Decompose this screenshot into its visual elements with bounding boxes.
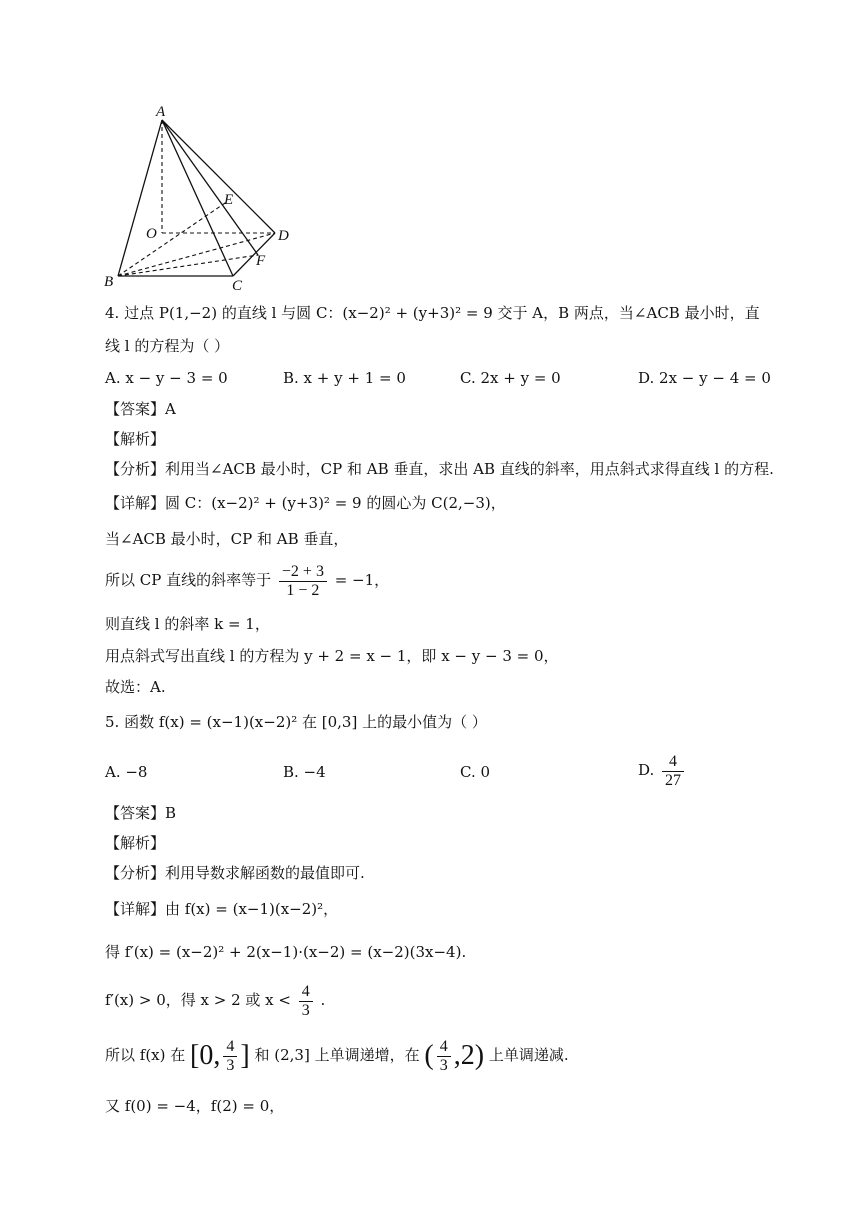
q4-step2-prefix: 所以 CP 直线的斜率等于 [105, 571, 272, 589]
fraction-numerator: −2 + 3 [279, 563, 327, 582]
edge-AD [162, 120, 275, 233]
fraction-denominator: 3 [439, 1056, 448, 1074]
q5-step2-suffix: . [320, 991, 326, 1009]
q5-analysis-title: 【解析】 [105, 834, 166, 852]
label-E: E [224, 192, 234, 208]
interval-right-bracket: ] [240, 1040, 250, 1071]
q4-step2 [105, 560, 389, 600]
q4-option-a: A. x − y − 3 = 0 [105, 369, 228, 387]
fraction-denominator: 1 − 2 [286, 581, 320, 599]
q5-step3 [105, 1032, 569, 1079]
q5-step2-fraction [299, 983, 313, 1020]
q4-option-c: C. 2x + y = 0 [460, 369, 561, 387]
q5-stem: 5. 函数 f(x) = (x−1)(x−2)² 在 [0,3] 上的最小值为（ ） [105, 713, 487, 731]
edge-BD [118, 233, 275, 276]
q5-xiangjie: 【详解】由 f(x) = (x−1)(x−2)²， [105, 900, 339, 918]
q4-stem-line1: 4. 过点 P(1,−2) 的直线 l 与圆 C：(x−2)² + (y+3)² = 9 交于 A，B 两点，当∠ACB 最小时，直 [105, 304, 760, 322]
fraction-numerator: 4 [223, 1038, 237, 1057]
interval-left-bracket: [0, [190, 1040, 221, 1071]
fraction-numerator: 4 [299, 983, 313, 1002]
q5-step3-fraction-1 [223, 1038, 237, 1075]
q4-option-d: D. 2x − y − 4 = 0 [638, 369, 771, 387]
interval-left-paren: ( [424, 1040, 434, 1071]
interval-right-paren: ,2) [453, 1040, 485, 1071]
edge-AB [118, 120, 162, 276]
q4-xiangjie: 【详解】圆 C：(x−2)² + (y+3)² = 9 的圆心为 C(2,−3)， [105, 494, 506, 512]
label-A: A [156, 104, 166, 120]
q5-step3-fraction-2 [437, 1038, 451, 1075]
edge-BF [118, 255, 258, 276]
q5-step3-a: 所以 f(x) 在 [105, 1046, 186, 1064]
q5-step3-b: 和 (2,3] 上单调递增，在 [254, 1046, 420, 1064]
q4-fenxi: 【分析】利用当∠ACB 最小时，CP 和 AB 垂直，求出 AB 直线的斜率，用点斜式求得直线 l 的方程. [105, 460, 774, 478]
q4-step2-fraction [279, 563, 327, 600]
q4-step2-suffix: = −1， [334, 571, 390, 589]
label-D: D [278, 228, 289, 244]
q4-step3: 则直线 l 的斜率 k = 1， [105, 615, 270, 633]
q4-option-b: B. x + y + 1 = 0 [283, 369, 406, 387]
q5-step3-c: 上单调递减. [488, 1046, 569, 1064]
q4-stem-line2: 线 l 的方程为（ ） [105, 337, 230, 355]
fraction-denominator: 3 [226, 1056, 235, 1074]
q5-step1: 得 f′(x) = (x−2)² + 2(x−1)·(x−2) = (x−2)(3x−4). [105, 943, 467, 961]
edge-AC [162, 120, 233, 276]
q5-fenxi: 【分析】利用导数求解函数的最值即可. [105, 864, 365, 882]
q4-conclusion: 故选：A. [105, 678, 166, 696]
q5-option-d-prefix: D. [638, 761, 655, 779]
fraction-numerator: 4 [662, 753, 684, 772]
q4-step4: 用点斜式写出直线 l 的方程为 y + 2 = x − 1，即 x − y − 3 = 0， [105, 647, 559, 665]
q5-step4: 又 f(0) = −4，f(2) = 0， [105, 1097, 285, 1115]
label-F: F [256, 253, 266, 269]
fraction-numerator: 4 [437, 1038, 451, 1057]
q5-step2-prefix: f′(x) > 0，得 x > 2 或 x < [105, 991, 291, 1009]
q4-answer: 【答案】A [105, 400, 176, 418]
fraction-denominator: 3 [301, 1001, 310, 1019]
edge-BE [118, 201, 228, 276]
edge-CD [233, 233, 275, 276]
pyramid-figure [100, 100, 300, 290]
label-O: O [146, 226, 157, 242]
q5-option-a: A. −8 [105, 763, 148, 781]
q5-step2 [105, 978, 325, 1022]
q5-option-c: C. 0 [460, 763, 491, 781]
label-C: C [232, 278, 243, 290]
q5-option-d [638, 748, 687, 792]
label-B: B [104, 274, 114, 290]
fraction-denominator: 27 [665, 771, 682, 789]
q5-option-b: B. −4 [283, 763, 326, 781]
edge-AF [162, 120, 258, 255]
q4-step1: 当∠ACB 最小时，CP 和 AB 垂直， [105, 530, 349, 548]
q5-answer: 【答案】B [105, 804, 177, 822]
q4-analysis-title: 【解析】 [105, 430, 166, 448]
q5-option-d-fraction [662, 753, 684, 790]
